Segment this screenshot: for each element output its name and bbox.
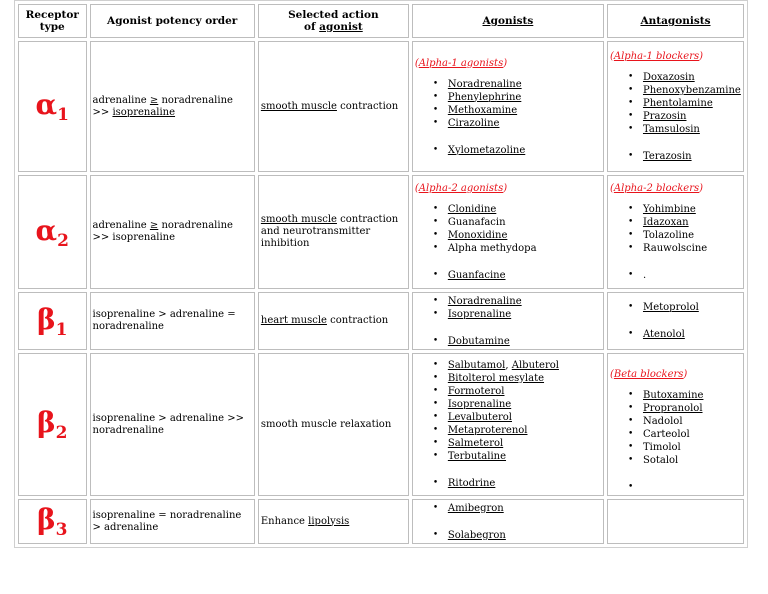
agonists-cell: [412, 499, 604, 544]
list-item[interactable]: • Butoxamine: [628, 389, 741, 402]
receptor-type-cell: α2: [18, 175, 87, 289]
selected-action-cell: smooth muscle contraction: [258, 41, 409, 172]
list-item: • Salbutamol, Albuterol: [433, 359, 601, 372]
list-item[interactable]: • Bitolterol mesylate: [433, 372, 601, 385]
lipolysis-link[interactable]: lipolysis: [308, 515, 350, 527]
list-item[interactable]: • Monoxidine: [433, 229, 601, 242]
list-item[interactable]: • Phenylephrine: [433, 91, 601, 104]
list-item[interactable]: • Noradrenaline: [433, 78, 601, 91]
header-potency-order: Agonist potency order: [90, 4, 255, 38]
potency-order-cell: isoprenaline > adrenaline = noradrenaline: [90, 292, 255, 350]
potency-order-cell: adrenaline ≥ noradrenaline >> isoprenaline: [90, 41, 255, 172]
list-item[interactable]: • Methoxamine: [433, 104, 601, 117]
antagonists-cell: [607, 292, 744, 350]
list-item[interactable]: • Atenolol: [628, 328, 741, 341]
list-item[interactable]: • Yohimbine: [628, 203, 741, 216]
antagonists-cell: (Alpha-1 blockers) • Doxazosin • Phenoxybenzamine • Phentolamine • Prazosin • Tamsulosin • Terazosin: [607, 41, 744, 172]
albuterol-link[interactable]: Albuterol: [511, 360, 559, 371]
antagonists-cell: (Alpha-2 blockers) • Yohimbine • Idazoxan • Tolazoline • Rauwolscine • .: [607, 175, 744, 289]
adrenergic-receptor-table: [14, 0, 748, 548]
list-item: • Nadolol: [628, 415, 741, 428]
list-item: • Guanafacin: [433, 216, 601, 229]
header-selected-action: Selected action of agonist: [258, 4, 409, 38]
list-item[interactable]: • Isoprenaline: [433, 398, 601, 411]
potency-order-cell: isoprenaline = noradrenaline > adrenaline: [90, 499, 255, 544]
isoprenaline-link[interactable]: isoprenaline: [112, 106, 176, 118]
list-item: • Timolol: [628, 441, 741, 454]
list-item[interactable]: • Phenoxybenzamine: [628, 84, 741, 97]
list-item: • Carteolol: [628, 428, 741, 441]
receptor-type-cell: α1: [18, 41, 87, 172]
list-item[interactable]: • Doxazosin: [628, 71, 741, 84]
table-row: [18, 499, 744, 544]
list-item[interactable]: • Phentolamine: [628, 97, 741, 110]
list-item[interactable]: • Formoterol: [433, 385, 601, 398]
selected-action-cell: smooth muscle contraction and neurotransmitter inhibition: [258, 175, 409, 289]
smooth-muscle-link[interactable]: smooth muscle: [260, 214, 337, 225]
potency-order-cell: isoprenaline > adrenaline >> noradrenaline: [90, 353, 255, 496]
header-row: [18, 4, 744, 38]
alpha-2-blockers-link[interactable]: Alpha-2 blockers: [613, 183, 700, 194]
antagonists-cell: (Beta blockers) • Butoxamine • Propranolol • Nadolol • Carteolol • Timolol • Sotalol: [607, 353, 744, 496]
antagonists-cell-empty: [607, 499, 744, 544]
table-row: [18, 292, 744, 350]
potency-order-cell: adrenaline ≥ noradrenaline >> isoprenaline: [90, 175, 255, 289]
selected-action-cell: heart muscle contraction: [258, 292, 409, 350]
list-item: • Tolazoline: [628, 229, 741, 242]
heart-muscle-link[interactable]: heart muscle: [260, 315, 327, 326]
agonists-cell: (Alpha-2 agonists) • Clonidine • Guanafacin • Monoxidine • Alpha methydopa • Guanfacine: [412, 175, 604, 289]
list-item[interactable]: • Levalbuterol: [433, 411, 601, 424]
list-item[interactable]: • Cirazoline: [433, 117, 601, 130]
selected-action-cell: Enhance lipolysis: [258, 499, 409, 544]
list-item[interactable]: • Noradrenaline: [433, 295, 601, 308]
table-row: [18, 175, 744, 289]
smooth-muscle-link[interactable]: smooth muscle: [260, 100, 337, 112]
list-item[interactable]: • Prazosin: [628, 110, 741, 123]
list-item[interactable]: • Metoprolol: [628, 301, 741, 314]
list-item[interactable]: • Tamsulosin: [628, 123, 741, 136]
list-item: • Rauwolscine: [628, 242, 741, 255]
list-item[interactable]: • Guanfacine: [433, 269, 601, 282]
list-item: • .: [628, 269, 741, 282]
agonists-cell: (Alpha-1 agonists) • Noradrenaline • Phenylephrine • Methoxamine • Cirazoline • Xylometazoline: [412, 41, 604, 172]
list-item[interactable]: • Ritodrine: [433, 477, 601, 490]
list-item: • Alpha methydopa: [433, 242, 601, 255]
list-item[interactable]: • Dobutamine: [433, 335, 601, 348]
list-item[interactable]: • Idazoxan: [628, 216, 741, 229]
alpha-1-blockers-link[interactable]: Alpha-1 blockers: [613, 51, 700, 62]
list-item[interactable]: • Terazosin: [628, 150, 741, 163]
table-row: [18, 353, 744, 496]
list-item[interactable]: • Salmeterol: [433, 437, 601, 450]
list-item[interactable]: • Propranolol: [628, 402, 741, 415]
list-item[interactable]: • Solabegron: [433, 529, 601, 542]
alpha-2-agonists-link[interactable]: Alpha-2 agonists: [418, 183, 504, 194]
header-agonists[interactable]: Agonists: [412, 4, 604, 38]
list-item: • Sotalol: [628, 454, 741, 467]
beta-blockers-link[interactable]: Beta blockers: [613, 369, 684, 380]
header-receptor-type: Receptor type: [18, 4, 87, 38]
list-item[interactable]: • Isoprenaline: [433, 308, 601, 321]
agonist-link[interactable]: agonist: [319, 21, 363, 33]
list-item[interactable]: • Terbutaline: [433, 450, 601, 463]
salbutamol-link[interactable]: Salbutamol: [447, 360, 506, 371]
receptor-type-cell: β1: [18, 292, 87, 350]
list-item[interactable]: • Xylometazoline: [433, 144, 601, 157]
agonists-cell: [412, 292, 604, 350]
agonists-cell: [412, 353, 604, 496]
table-row: [18, 41, 744, 172]
list-item[interactable]: • Clonidine: [433, 203, 601, 216]
alpha-1-agonists-link[interactable]: Alpha-1 agonists: [418, 57, 504, 69]
list-item[interactable]: • Metaproterenol: [433, 424, 601, 437]
list-item[interactable]: • Amibegron: [433, 502, 601, 515]
header-antagonists[interactable]: Antagonists: [607, 4, 744, 38]
receptor-type-cell: β2: [18, 353, 87, 496]
selected-action-cell: smooth muscle relaxation: [258, 353, 409, 496]
receptor-type-cell: β3: [18, 499, 87, 544]
